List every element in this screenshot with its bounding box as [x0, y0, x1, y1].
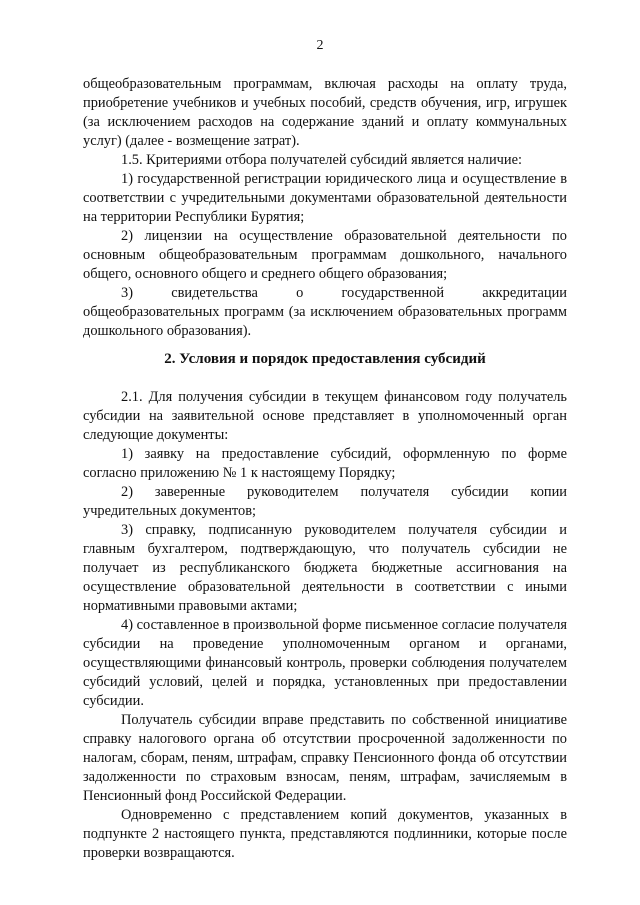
document-item-3: 3) справку, подписанную руководителем получателя субсидии и главным бухгалтером, подтверждающую, что получатель субсидии не получает из республиканского бюджета бюджетные ассигнования на осуществление образовательной деятельности в соответствии с иными нормативными правовыми актами; — [83, 522, 567, 614]
paragraph-1-5: 1.5. Критериями отбора получателей субсидий является наличие: — [121, 152, 522, 168]
criteria-item-2: 2) лицензии на осуществление образовательной деятельности по основным общеобразовательным программам дошкольного, начального общего, основного общего и среднего общего образования; — [83, 228, 567, 282]
page-number: 2 — [316, 38, 324, 53]
section-1-text — [83, 75, 567, 341]
section-2-text — [83, 388, 567, 863]
criteria-item-3: 3) свидетельства о государственной аккредитации общеобразовательных программ (за исключением образовательных программ дошкольного образования). — [83, 285, 567, 339]
paragraph-2-1: 2.1. Для получения субсидии в текущем финансовом году получатель субсидии на заявительной основе представляет в уполномоченный орган следующие документы: — [83, 389, 567, 443]
document-item-4: 4) составленное в произвольной форме письменное согласие получателя субсидии на проведение уполномоченным органом и органами, осуществляющими финансовый контроль, проверки соблюдения получателем субсидий условий, целей и порядка, установленных при предоставлении субсидии. — [83, 617, 567, 709]
section-2-heading: 2. Условия и порядок предоставления субсидий — [164, 351, 486, 367]
paragraph-optional-documents: Получатель субсидии вправе представить по собственной инициативе справку налогового органа об отсутствии просроченной задолженности по налогам, сборам, пеням, штрафам, справку Пенсионного фонда об отсутствии задолженности по страховым взносам, пеням, штрафам, зачисляемым в Пенсионный фонд Российской Федерации. — [83, 712, 567, 804]
document-item-2: 2) заверенные руководителем получателя субсидии копии учредительных документов; — [83, 484, 567, 519]
document-item-1: 1) заявку на предоставление субсидий, оформленную по форме согласно приложению № 1 к настоящему Порядку; — [83, 446, 567, 481]
paragraph-originals: Одновременно с представлением копий документов, указанных в подпункте 2 настоящего пункта, представляются подлинники, которые после проверки возвращаются. — [83, 807, 567, 861]
paragraph-continuation: общеобразовательным программам, включая расходы на оплату труда, приобретение учебников и учебных пособий, средств обучения, игр, игрушек (за исключением расходов на содержание зданий и оплату коммунальных услуг) (далее - возмещение затрат). — [83, 76, 567, 149]
criteria-item-1: 1) государственной регистрации юридического лица и осуществление в соответствии с учредительными документами образовательной деятельности на территории Республики Бурятия; — [83, 171, 567, 225]
